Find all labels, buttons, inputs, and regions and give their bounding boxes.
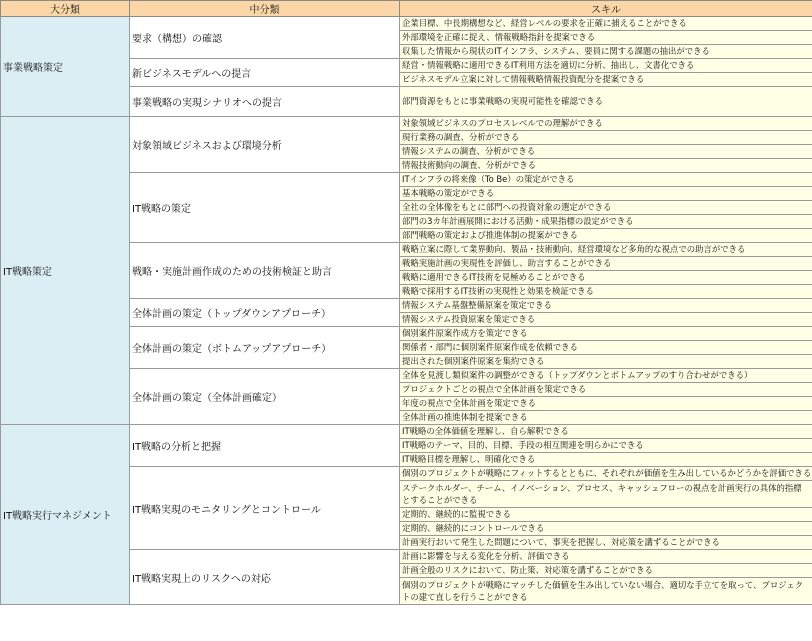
skill-cell[interactable]: 企業目標、中長期構想など、経営レベルの要求を正確に捕えることができる bbox=[400, 17, 812, 31]
skill-cell[interactable]: ITインフラの将来像（To Be）の策定ができる bbox=[400, 173, 812, 187]
mid-category-cell[interactable]: IT戦略実現上のリスクへの対応 bbox=[130, 550, 400, 605]
skill-cell[interactable]: 部門の3カ年計画展開における活動・成果指標の設定ができる bbox=[400, 215, 812, 229]
mid-category-cell[interactable]: 要求（構想）の確認 bbox=[130, 17, 400, 59]
mid-category-cell[interactable]: 全体計画の策定（全体計画確定） bbox=[130, 369, 400, 425]
skill-cell[interactable]: 経営・情報戦略に適用できるIT利用方法を適切に分析、抽出し、文書化できる bbox=[400, 59, 812, 73]
skill-cell[interactable]: プロジェクトごとの視点で全体計画を策定できる bbox=[400, 383, 812, 397]
mid-category-cell[interactable]: 戦略・実施計画作成のための技術検証と助言 bbox=[130, 243, 400, 299]
mid-category-cell[interactable]: IT戦略実現のモニタリングとコントロール bbox=[130, 467, 400, 550]
mid-category-cell[interactable]: 新ビジネスモデルへの提言 bbox=[130, 59, 400, 87]
skill-cell[interactable]: 外部環境を正確に捉え、情報戦略指針を提案できる bbox=[400, 31, 812, 45]
major-category-cell[interactable]: IT戦略実行マネジメント bbox=[1, 425, 130, 605]
skill-cell[interactable]: 計画全般のリスクにおいて、防止策、対応策を講ずることができる bbox=[400, 564, 812, 578]
mid-category-cell[interactable]: IT戦略の分析と把握 bbox=[130, 425, 400, 467]
skill-cell[interactable]: 情報技術動向の調査、分析ができる bbox=[400, 159, 812, 173]
mid-category-cell[interactable]: IT戦略の策定 bbox=[130, 173, 400, 243]
skill-cell[interactable]: 情報システム基盤整備原案を策定できる bbox=[400, 299, 812, 313]
major-category-cell[interactable]: IT戦略策定 bbox=[1, 117, 130, 425]
skill-cell[interactable]: 戦略で採用するIT技術の実現性と効果を検証できる bbox=[400, 285, 812, 299]
skill-cell[interactable]: 年度の視点で全体計画を策定できる bbox=[400, 397, 812, 411]
skill-cell[interactable]: ビジネスモデル立案に対して情報戦略情報投資配分を提案できる bbox=[400, 73, 812, 87]
skill-cell[interactable]: ステークホルダー、チーム、イノベーション、プロセス、キャッシュフローの視点を計画実行の具体的指標とすることができる bbox=[400, 481, 812, 508]
header-major[interactable]: 大分類 bbox=[1, 1, 130, 17]
mid-category-cell[interactable]: 全体計画の策定（トップダウンアプローチ） bbox=[130, 299, 400, 327]
skill-cell[interactable]: 情報システムの調査、分析ができる bbox=[400, 145, 812, 159]
skill-cell[interactable]: 情報システム投資原案を策定できる bbox=[400, 313, 812, 327]
skill-cell[interactable]: 個別のプロジェクトが戦略にマッチした価値を生み出していない場合、適切な手立てを取って、プロジェクトの建て直しを行うことができる bbox=[400, 578, 812, 605]
skill-cell[interactable]: 全社の全体像をもとに部門への投資対象の選定ができる bbox=[400, 201, 812, 215]
skill-cell[interactable]: 計画実行おいて発生した問題について、事実を把握し、対応策を講ずることができる bbox=[400, 536, 812, 550]
skill-cell[interactable]: 提出された個別案件原案を集約できる bbox=[400, 355, 812, 369]
skill-cell[interactable]: 全体を見渡し類似案件の調整ができる（トップダウンとボトムアップのすり合わせができる） bbox=[400, 369, 812, 383]
skills-table-body bbox=[1, 17, 812, 605]
skill-cell[interactable]: 現行業務の調査、分析ができる bbox=[400, 131, 812, 145]
skill-cell[interactable]: IT戦略のテーマ、目的、目標、手段の相互関連を明らかにできる bbox=[400, 439, 812, 453]
mid-category-cell[interactable]: 全体計画の策定（ボトムアップアプローチ） bbox=[130, 327, 400, 369]
mid-category-cell[interactable]: 対象領域ビジネスおよび環境分析 bbox=[130, 117, 400, 173]
skill-cell[interactable]: 関係者・部門に個別案件原案作成を依頼できる bbox=[400, 341, 812, 355]
table-row bbox=[1, 17, 812, 31]
skill-cell[interactable]: 戦略実施計画の実現性を評価し、助言することができる bbox=[400, 257, 812, 271]
skill-cell[interactable]: 戦略立案に際して業界動向、製品・技術動向、経営環境など多角的な視点での助言ができる bbox=[400, 243, 812, 257]
skill-cell[interactable]: 基本戦略の策定ができる bbox=[400, 187, 812, 201]
skill-cell[interactable]: 戦略に適用できるIT技術を見極めることができる bbox=[400, 271, 812, 285]
skill-cell[interactable]: 個別案件原案作成方を策定できる bbox=[400, 327, 812, 341]
skill-cell[interactable]: 全体計画の推進体制を提案できる bbox=[400, 411, 812, 425]
skill-cell[interactable]: 対象領域ビジネスのプロセスレベルでの理解ができる bbox=[400, 117, 812, 131]
skill-cell[interactable]: 収集した情報から現状のITインフラ、システム、要員に関する課題の抽出ができる bbox=[400, 45, 812, 59]
skill-cell[interactable]: IT戦略の全体価値を理解し、自ら解釈できる bbox=[400, 425, 812, 439]
major-category-cell[interactable]: 事業戦略策定 bbox=[1, 17, 130, 117]
skill-cell[interactable]: 部門戦略の策定および推進体制の提案ができる bbox=[400, 229, 812, 243]
table-row bbox=[1, 425, 812, 439]
skill-cell[interactable]: 個別のプロジェクトが戦略にフィットするとともに、それぞれが価値を生み出しているかどうかを評価できる bbox=[400, 467, 812, 481]
skill-cell[interactable]: 定期的、継続的にコントロールできる bbox=[400, 522, 812, 536]
header-skill[interactable]: スキル bbox=[400, 1, 812, 17]
skill-cell[interactable]: 計画に影響を与える変化を分析、評価できる bbox=[400, 550, 812, 564]
header-row bbox=[1, 1, 812, 17]
table-row bbox=[1, 117, 812, 131]
skill-cell[interactable]: 定期的、継続的に監視できる bbox=[400, 508, 812, 522]
header-mid[interactable]: 中分類 bbox=[130, 1, 400, 17]
skill-cell[interactable]: IT戦略目標を理解し、明確化できる bbox=[400, 453, 812, 467]
skill-cell[interactable]: 部門資源をもとに事業戦略の実現可能性を確認できる bbox=[400, 87, 812, 117]
mid-category-cell[interactable]: 事業戦略の実現シナリオへの提言 bbox=[130, 87, 400, 117]
